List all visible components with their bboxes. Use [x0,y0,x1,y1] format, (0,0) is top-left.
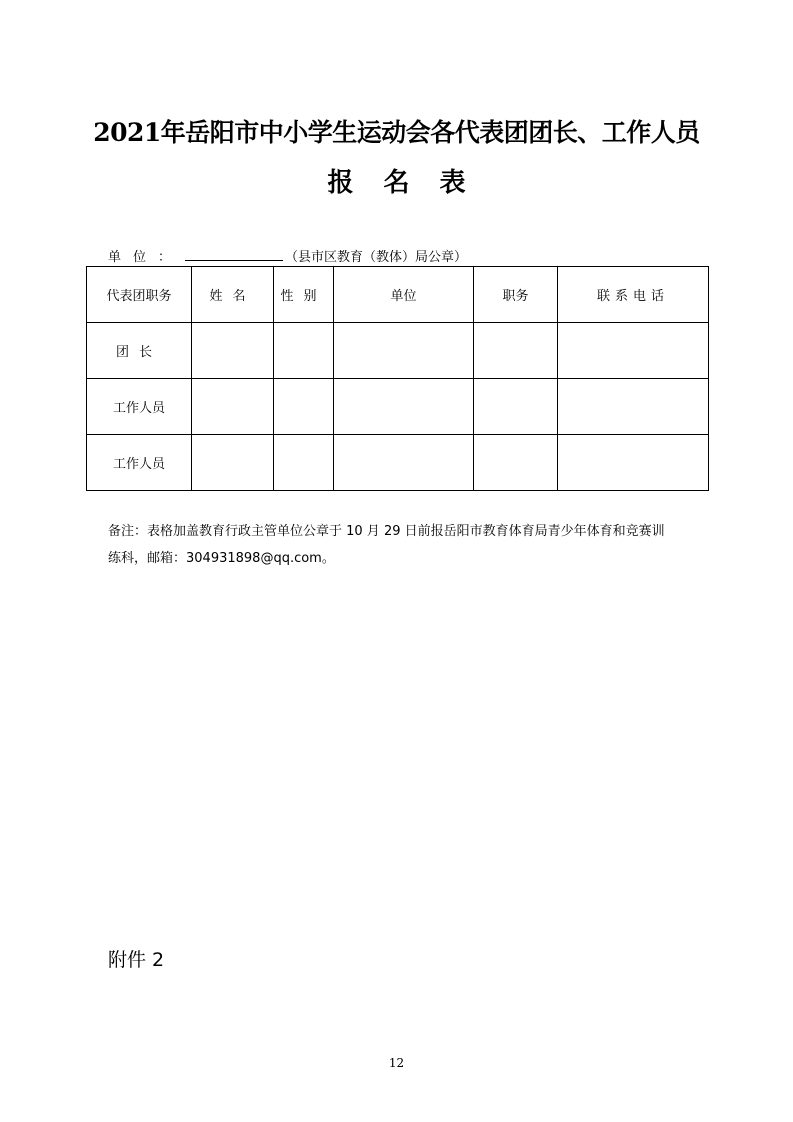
unit-label: 单位： [108,250,184,265]
name-cell[interactable] [192,379,274,435]
unit-blank-field[interactable] [185,248,283,261]
name-cell[interactable] [192,323,274,379]
job-title-cell[interactable] [474,379,558,435]
remarks-line-2: 练科，邮箱：304931898@qq.com。 [108,551,335,566]
table-row [87,323,709,379]
gender-cell[interactable] [274,435,334,491]
phone-cell[interactable] [558,435,709,491]
header-position: 代表团职务 [87,267,192,323]
header-job-title: 职务 [474,267,558,323]
gender-cell[interactable] [274,323,334,379]
page-number: 12 [388,1056,405,1070]
phone-cell[interactable] [558,323,709,379]
remarks-line-1: 备注：表格加盖教育行政主管单位公章于 10 月 29 日前报岳阳市教育体育局青少年体育和竞赛训 [108,524,665,539]
row-position-cell: 工作人员 [87,379,192,435]
document-subtitle: 报名表 [327,168,496,198]
unit-cell[interactable] [334,379,474,435]
remarks [108,518,708,572]
attachment-label: 附件 2 [108,949,165,971]
table-header-row [87,267,709,323]
unit-seal-note: （县市区教育（教体）局公章） [285,250,468,265]
job-title-cell[interactable] [474,323,558,379]
unit-line [108,246,467,265]
name-cell[interactable] [192,435,274,491]
header-gender: 性别 [274,267,334,323]
header-name: 姓名 [192,267,274,323]
gender-cell[interactable] [274,379,334,435]
table-row [87,435,709,491]
header-unit: 单位 [334,267,474,323]
document-title: 2021年岳阳市中小学生运动会各代表团团长、工作人员 [93,118,700,147]
header-phone: 联系电话 [558,267,709,323]
unit-cell[interactable] [334,435,474,491]
registration-table [86,266,709,491]
row-position-cell: 团长 [87,323,192,379]
unit-cell[interactable] [334,323,474,379]
table-row [87,379,709,435]
row-position-cell: 工作人员 [87,435,192,491]
job-title-cell[interactable] [474,435,558,491]
phone-cell[interactable] [558,379,709,435]
